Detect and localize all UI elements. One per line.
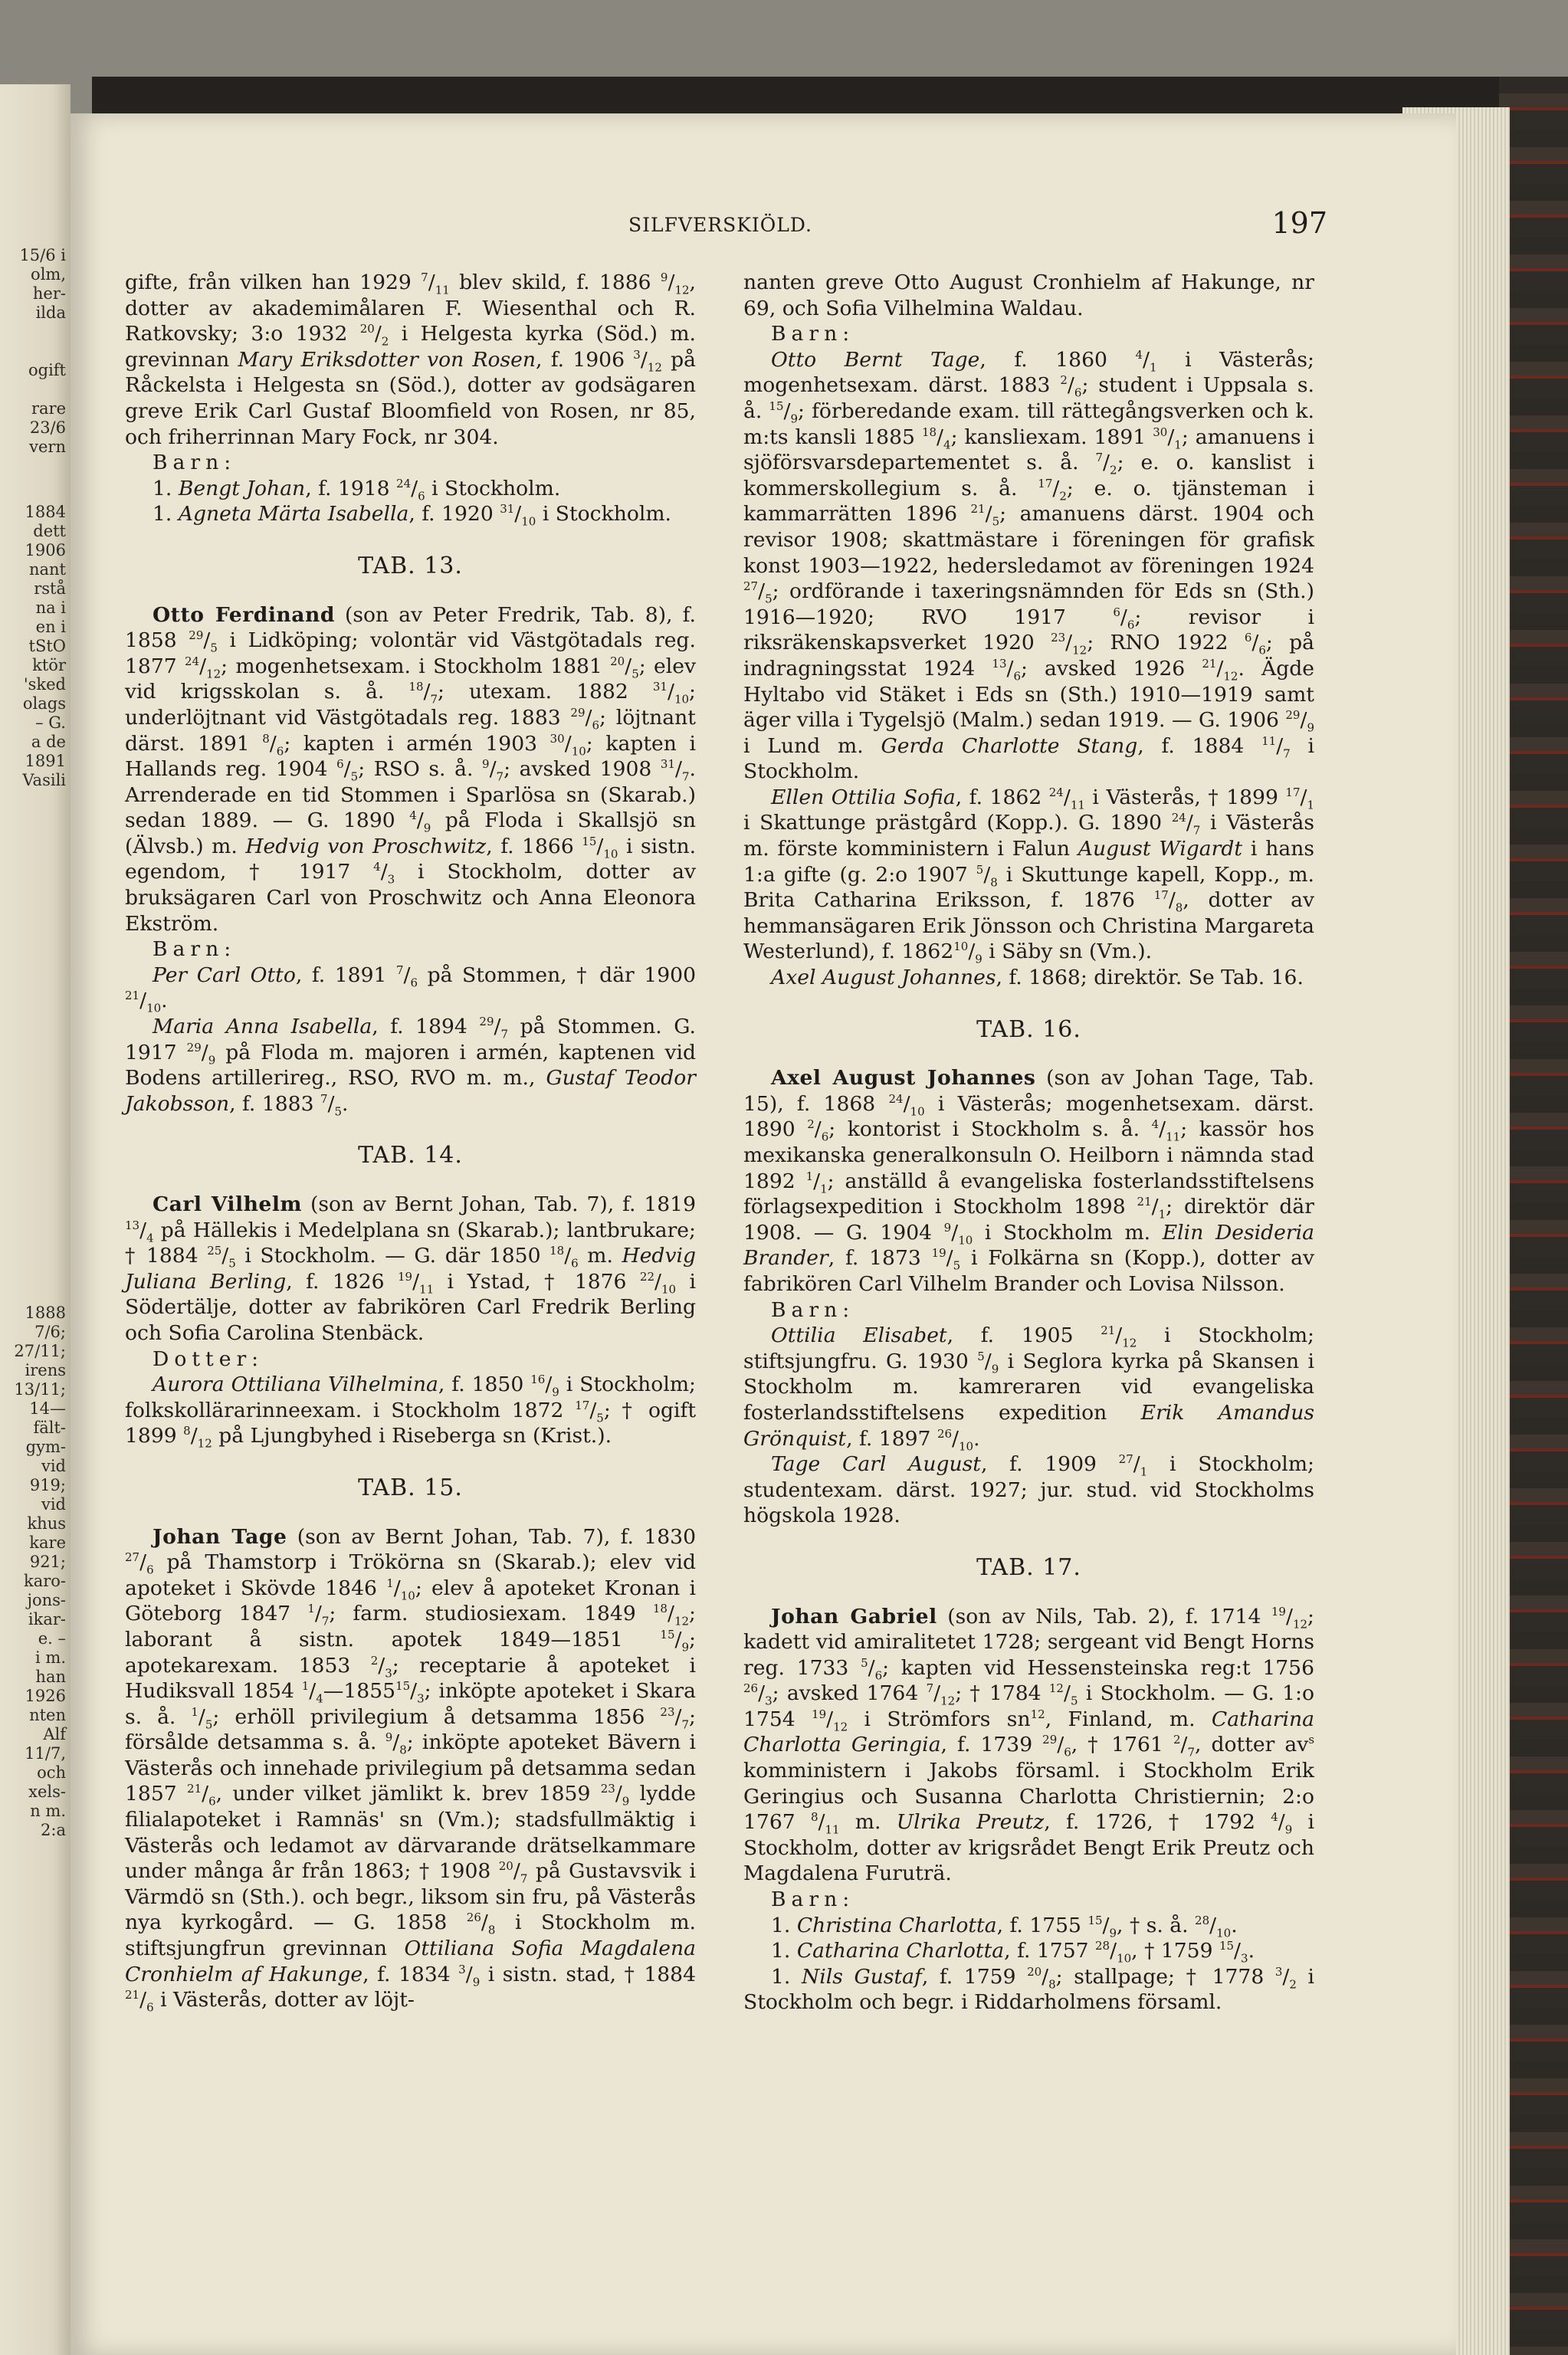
children-heading: Barn:: [771, 1297, 855, 1322]
entry-paragraph: Aurora Ottiliana Vilhelmina, f. 1850 $^{16}/_9$ i Stockholm; folkskollärarinneexam. i Stockholm 1872 $^{17}/_5$; † ogift 1899 $^8/_{12}$ på Ljungbyhed i Riseberga sn (Krist.).: [125, 1373, 697, 1451]
entry-paragraph: Axel August Johannes (son av Johan Tage, Tab. 15), f. 1868 $^{24}/_{10}$ i Västerås; mogenhetsexam. därst. 1890 $^2/_6$; kontorist i Stockholm s. å. $^4/_{11}$; kassör hos mexikanska generalkonsuln O. Heilborn i nämnda stad 1892 $^1/_1$; anställd å evangeliska fosterlandsstiftelsens förlagsexpedition i Stockholm 1898 $^{21}/_1$; direktör där 1908. — G. 1904 $^9/_{10}$ i Stockholm m. Elin Desideria Brander, f. 1873 $^{19}/_5$ i Folkärna sn (Kopp.), dotter av fabrikören Carl Vilhelm Brander och Lovisa Nilsson.: [743, 1066, 1315, 1296]
left-page-fragment: irens: [25, 1361, 66, 1379]
left-page-edge: [0, 84, 71, 2355]
left-page-fragment: 27/11;: [14, 1342, 66, 1360]
left-page-fragment: ktör: [32, 656, 66, 674]
table-heading: TAB. 17.: [976, 1553, 1081, 1581]
entry-paragraph: 1. Christina Charlotta, f. 1755 $^{15}/_9$, † s. å. $^{28}/_{10}$.: [771, 1913, 1238, 1940]
left-page-fragment: 14—: [29, 1399, 66, 1418]
entry-paragraph: Johan Gabriel (son av Nils, Tab. 2), f. 1714 $^{19}/_{12}$; kadett vid amiralitetet 1728; sergeant vid Bengt Horns reg. 1733 $^5/_6$; kapten vid Hessensteinska reg:t 1756 $^{26}/_3$; avsked 1764 $^7/_{12}$; † 1784 $^{12}/_5$ i Stockholm. — G. 1:o 1754 $^{19}/_{12}$ i Strömfors $sn^{12}$, Finland, m. Catharina Charlotta Geringia, f. 1739 $^{29}/_6$, † 1761 $^2/_7$, dotter $av^s$ komministern i Jakobs församl. i Stockholm Erik Geringius och Susanna Charlotta Christiernin; 2:o 1767 $^8/_{11}$ m. Ulrika Preutz, f. 1726, † 1792 $^4/_9$ i Stockholm, dotter av krigsrådet Bengt Erik Preutz och Magdalena Furuträ.: [743, 1604, 1315, 1886]
left-page-fragment: 1891: [25, 752, 66, 770]
left-page-fragment: rstå: [34, 579, 66, 598]
entry-paragraph: Axel August Johannes, f. 1868; direktör. Se Tab. 16.: [771, 966, 1304, 990]
left-page-fragment: vid: [41, 1495, 66, 1514]
left-page-fragment: a de: [31, 733, 66, 751]
left-page-fragment: och: [37, 1763, 66, 1782]
left-page-fragment: en i: [35, 618, 66, 636]
left-page-fragment: 1906: [25, 541, 66, 559]
left-page-fragment: olm,: [31, 265, 66, 284]
entry-paragraph: gifte, från vilken han 1929 $^7/_{11}$ blev skild, f. 1886 $^9/_{12}$, dotter av akademimålaren F. Wiesenthal och R. Ratkovsky; 3:o 1932 $^{20}/_2$ i Helgesta kyrka (Söd.) m. grevinnan Mary Eriksdotter von Rosen, f. 1906 $^3/_{12}$ på Råckelsta i Helgesta sn (Söd.), dotter av godsägaren greve Erik Carl Gustaf Bloomfield von Rosen, nr 85, och friherrinnan Mary Fock, nr 304.: [125, 271, 696, 449]
right-text-column: [743, 270, 1314, 2016]
left-page-fragment: Alf: [43, 1725, 66, 1743]
left-page-fragment: 919;: [29, 1476, 66, 1494]
entry-paragraph: Maria Anna Isabella, f. 1894 $^{29}/_7$ på Stommen. G. 1917 $^{29}/_9$ på Floda m. majoren i armén, kaptenen vid Bodens artillerireg., RSO, RVO m. m., Gustaf Teodor Jakobsson, f. 1883 $^7/_5$.: [125, 1015, 696, 1119]
left-page-fragment: han: [35, 1668, 66, 1686]
left-page-fragment: tStO: [28, 637, 66, 655]
left-page-fragment: khus: [27, 1514, 66, 1533]
entry-paragraph: 1. Catharina Charlotta, f. 1757 $^{28}/_{10}$, † 1759 $^{15}/_3$.: [771, 1939, 1255, 1966]
left-page-fragment: 7/6;: [34, 1323, 66, 1341]
left-page-fragment: jons-: [27, 1591, 66, 1609]
table-heading: TAB. 16.: [976, 1015, 1081, 1043]
entry-paragraph: Johan Tage (son av Bernt Johan, Tab. 7), f. 1830 $^{27}/_6$ på Thamstorp i Trökörna sn (Skarab.); elev vid apoteket i Skövde 1846 $^1/_{10}$; elev å apoteket Kronan i Göteborg 1847 $^1/_7$; farm. studiosiexam. 1849 $^{18}/_{12}$; laborant å sistn. apotek 1849—1851 $^{15}/_9$; apotekarexam. 1853 $^2/_3$; receptarie å apoteket i Hudiksvall 1854 $^1/_4—1855^{15}/_3$; inköpte apoteket i Skara s. å. $^1/_5$; erhöll privilegium å detsamma 1856 $^{23}/_7$; försålde detsamma s. å. $^9/_8$; inköpte apoteket Bävern i Västerås och innehade privilegium på detsamma sedan 1857 $^{21}/_6$, under vilket jämlikt k. brev 1859 $^{23}/_9$ lydde filialapoteket i Ramnäs' sn (Vm.); stadsfullmäktig i Västerås och ledamot av därvarande drätselkammare under många år från 1863; † 1908 $^{20}/_7$ på Gustavsvik i Värmdö sn (Sth.). och begr., liksom sin fru, på Västerås nya kyrkogård. — G. 1858 $^{26}/_8$ i Stockholm m. stiftsjungfrun grevinnan Ottiliana Sofia Magdalena Cronhielm af Hakunge, f. 1834 $^3/_9$ i sistn. stad, † 1884 $^{21}/_6$ i Västerås, dotter av löjt-: [125, 1524, 697, 2015]
left-page-fragment: 11/7,: [25, 1744, 66, 1763]
left-page-fragment: rare: [31, 399, 66, 418]
left-page-fragment: her-: [32, 284, 66, 303]
children-heading: Barn:: [771, 1888, 855, 1912]
entry-paragraph: nanten greve Otto August Cronhielm af Hakunge, nr 69, och Sofia Vilhelmina Waldau.: [743, 271, 1314, 320]
left-page-fragment: nant: [28, 560, 66, 579]
left-page-fragment: na i: [35, 599, 66, 617]
left-page-fragment: nten: [29, 1706, 66, 1724]
left-page-fragment: karo-: [23, 1572, 66, 1590]
left-page-fragment: 13/11;: [14, 1380, 66, 1399]
left-page-fragment: n m.: [30, 1802, 66, 1820]
left-page-fragment: Vasili: [22, 771, 66, 789]
left-page-fragment: xels-: [28, 1783, 66, 1801]
left-page-fragment: 23/6: [29, 418, 66, 437]
left-text-column: [125, 270, 696, 2013]
entry-paragraph: 1. Bengt Johan, f. 1918 $^{24}/_6$ i Stockholm.: [153, 476, 561, 503]
left-page-fragment: ogift: [28, 361, 66, 379]
left-page-fragment: i m.: [35, 1648, 66, 1667]
table-heading: TAB. 14.: [358, 1142, 463, 1169]
left-page-fragment: 1926: [25, 1687, 66, 1705]
left-page-fragment: 'sked: [23, 675, 66, 694]
entry-paragraph: Carl Vilhelm (son av Bernt Johan, Tab. 7), f. 1819 $^{13}/_4$ på Hällekis i Medelplana sn (Skarab.); lantbrukare; † 1884 $^{25}/_5$ i Stockholm. — G. där 1850 $^{18}/_6$ m. Hedvig Juliana Berling, f. 1826 $^{19}/_{11}$ i Ystad, † 1876 $^{22}/_{10}$ i Södertälje, dotter av fabrikören Carl Fredrik Berling och Sofia Carolina Stenbäck.: [125, 1192, 697, 1345]
entry-paragraph: Per Carl Otto, f. 1891 $^7/_6$ på Stommen, † där 1900 $^{21}/_{10}$.: [125, 963, 696, 1015]
left-page-fragment: vern: [29, 438, 66, 456]
entry-paragraph: Otto Ferdinand (son av Peter Fredrik, Tab. 8), f. 1858 $^{29}/_5$ i Lidköping; volontär vid Västgötadals reg. 1877 $^{24}/_{12}$; mogenhetsexam. i Stockholm 1881 $^{20}/_5$; elev vid krigsskolan s. å. $^{18}/_7$; utexam. 1882 $^{31}/_{10}$; underlöjtnant vid Västgötadals reg. 1883 $^{29}/_6$; löjtnant därst. 1891 $^8/_6$; kapten i armén 1903 $^{30}/_{10}$; kapten i Hallands reg. 1904 $^6/_5$; RSO s. å. $^9/_7$; avsked 1908 $^{31}/_7$. Arrenderade en tid Stommen i Sparlösa sn (Skarab.) sedan 1889. — G. 1890 $^4/_9$ på Floda i Skallsjö sn (Älvsb.) m. Hedvig von Proschwitz, f. 1866 $^{15}/_{10}$ i sistn. egendom, † 1917 $^4/_3$ i Stockholm, dotter av bruksägaren Carl von Proschwitz och Anna Eleonora Ekström.: [125, 602, 697, 936]
entry-paragraph: Ottilia Elisabet, f. 1905 $^{21}/_{12}$ i Stockholm; stiftsjungfru. G. 1930 $^5/_9$ i Seglora kyrka på Skansen i Stockholm m. kamreraren vid evangeliska fosterlandsstiftelsens expedition Erik Amandus Grönquist, f. 1897 $^{26}/_{10}$.: [743, 1323, 1315, 1453]
left-page-fragment: dett: [33, 522, 66, 540]
left-page-fragment: gym-: [25, 1438, 66, 1456]
left-page-fragment: 1888: [25, 1304, 66, 1322]
left-page-fragment: ilda: [35, 303, 66, 322]
children-heading: Barn:: [153, 937, 237, 962]
left-page-fragment: 921;: [29, 1553, 66, 1571]
entry-paragraph: Tage Carl August, f. 1909 $^{27}/_1$ i Stockholm; studentexam. därst. 1927; jur. stud. vid Stockholms högskola 1928.: [743, 1452, 1314, 1528]
children-heading: Dotter:: [153, 1346, 264, 1371]
entry-paragraph: 1. Agneta Märta Isabella, f. 1920 $^{31}/_{10}$ i Stockholm.: [153, 502, 672, 529]
children-heading: Barn:: [153, 451, 237, 475]
running-head: [71, 206, 1327, 248]
left-page-fragment: olags: [22, 694, 66, 713]
children-heading: Barn:: [771, 322, 855, 346]
left-page-fragment: 15/6 i: [19, 246, 66, 264]
entry-paragraph: Ellen Ottilia Sofia, f. 1862 $^{24}/_{11}$ i Västerås, † 1899 $^{17}/_1$ i Skattunge prästgård (Kopp.). G. 1890 $^{24}/_7$ i Västerås m. förste komministern i Falun August Wigardt i hans 1:a gifte (g. 2:o 1907 $^5/_8$ i Skuttunge kapell, Kopp., m. Brita Catharina Eriksson, f. 1876 $^{17}/_8$, dotter av hemmansägaren Erik Jönsson och Christina Margareta Westerlund), f. $1862^{10}/_9$ i Säby sn (Vm.).: [743, 785, 1315, 966]
left-page-fragment: e. –: [38, 1629, 66, 1648]
left-page-fragment: fält-: [33, 1419, 66, 1437]
left-page-fragment: 2:a: [41, 1821, 66, 1839]
table-heading: TAB. 15.: [358, 1474, 463, 1501]
running-head-title: SILFVERSKIÖLD.: [628, 214, 812, 236]
left-page-fragment: ikar-: [28, 1610, 66, 1628]
left-page-fragment: 1884: [25, 503, 66, 521]
left-page-fragment: vid: [41, 1457, 66, 1475]
left-page-fragment: kare: [29, 1533, 66, 1552]
page-number: 197: [1271, 206, 1327, 240]
entry-paragraph: Otto Bernt Tage, f. 1860 $^4/_1$ i Västerås; mogenhetsexam. därst. 1883 $^2/_6$; student i Uppsala s. å. $^{15}/_9$; förberedande exam. till rättegångsverken och k. m:ts kansli 1885 $^{18}/_4$; kansliexam. 1891 $^{30}/_1$; amanuens i sjöförsvarsdepartementet s. å. $^7/_2$; e. o. kanslist i kommerskollegium s. å. $^{17}/_2$; e. o. tjänsteman i kammarrätten 1896 $^{21}/_5$; amanuens därst. 1904 och revisor 1908; skattmästare i föreningen för grafisk konst 1903—1922, hedersledamot av föreningen 1924 $^{27}/_5$; ordförande i taxeringsnämnden för Eds sn (Sth.) 1916—1920; RVO 1917 $^6/_6$; revisor i riksräkenskapsverket 1920 $^{23}/_{12}$; RNO 1922 $^6/_6$; på indragningsstat 1924 $^{13}/_6$; avsked 1926 $^{21}/_{12}$. Ägde Hyltabo vid Stäket i Eds sn (Sth.) 1910—1919 samt äger villa i Tygelsjö (Malm.) sedan 1919. — G. 1906 $^{29}/_9$ i Lund m. Gerda Charlotte Stang, f. 1884 $^{11}/_7$ i Stockholm.: [743, 347, 1315, 784]
left-page-fragment: – G.: [35, 713, 66, 732]
table-heading: TAB. 13.: [358, 552, 463, 579]
entry-paragraph: 1. Nils Gustaf, f. 1759 $^{20}/_8$; stallpage; † 1778 $^3/_2$ i Stockholm och begr. i Riddarholmens församl.: [743, 1964, 1314, 2015]
